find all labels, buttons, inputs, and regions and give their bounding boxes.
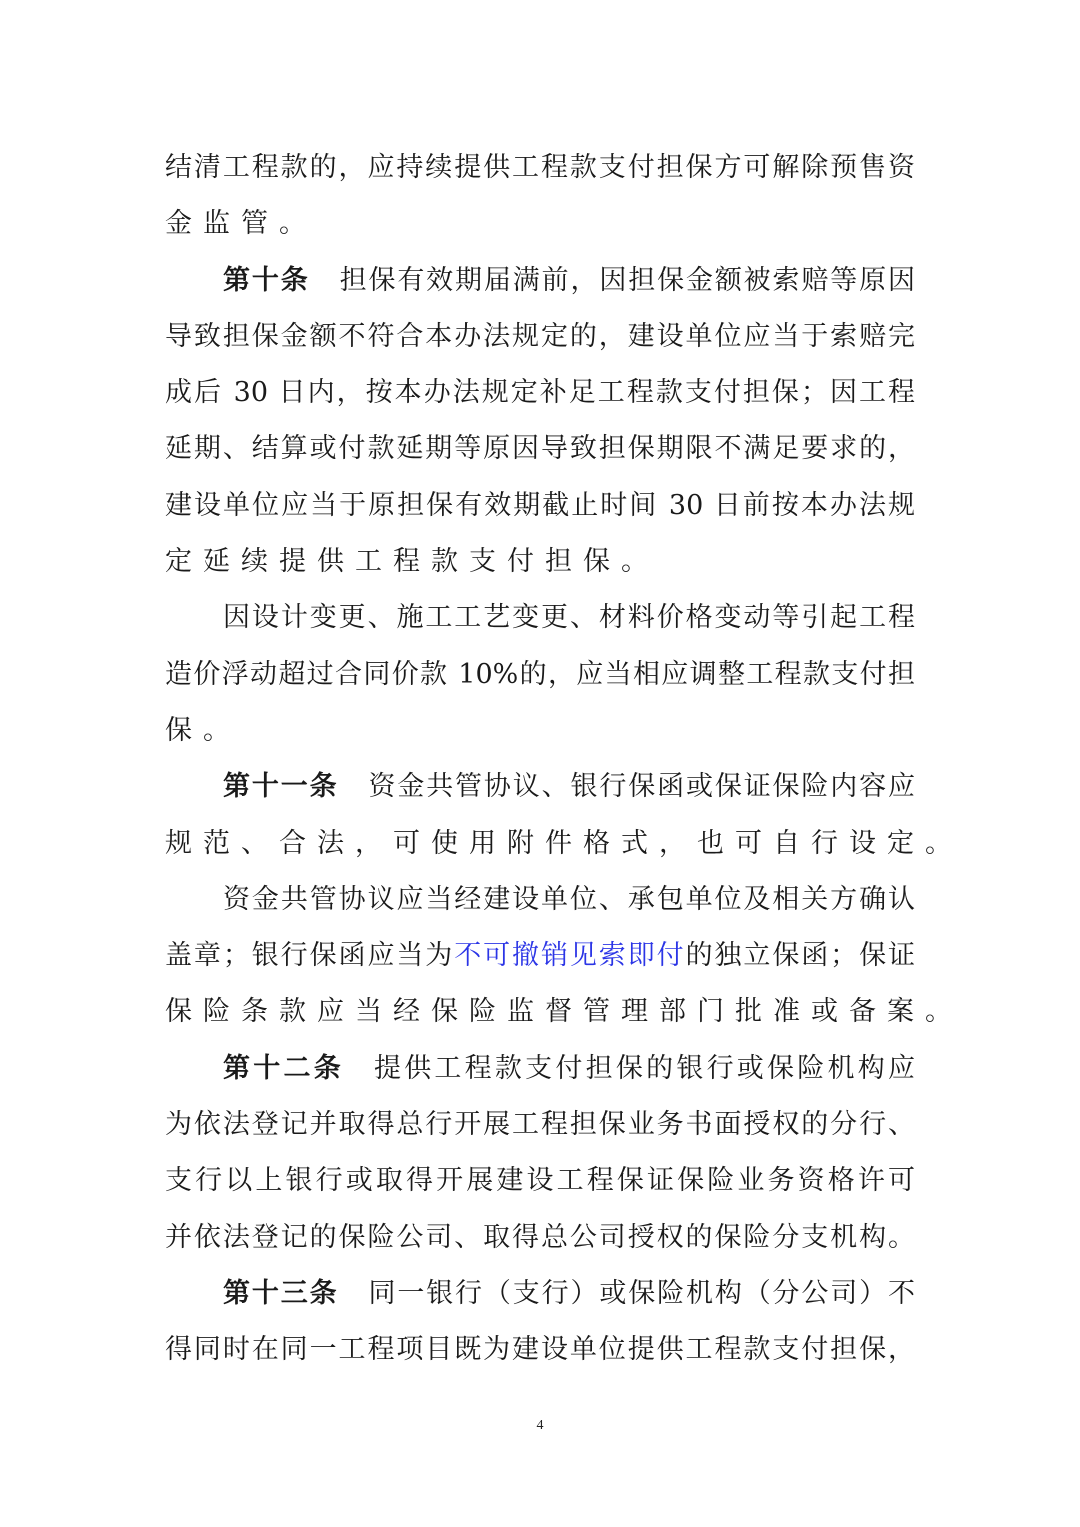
text-line: 导致担保金额不符合本办法规定的，建设单位应当于索赔完 bbox=[165, 320, 915, 352]
text-span: 提供工程款支付担保的银行或保险机构应 bbox=[373, 1052, 915, 1084]
text-line: 保险条款应当经保险监督管理部门批准或备案。 bbox=[165, 996, 963, 1028]
page-number: 4 bbox=[536, 1418, 544, 1433]
article-number: 第十一条 bbox=[223, 771, 339, 803]
text-line: 结清工程款的，应持续提供工程款支付担保方可解除预售资 bbox=[165, 152, 915, 183]
document-body bbox=[165, 140, 963, 1379]
text-line: 保。 bbox=[165, 714, 241, 746]
article-number: 第十三条 bbox=[223, 1277, 339, 1309]
text-line: 得同时在同一工程项目既为建设单位提供工程款支付担保， bbox=[165, 1334, 915, 1366]
text-line-with-link bbox=[165, 928, 915, 984]
text-line: 延期、结算或付款延期等原因导致担保期限不满足要求的， bbox=[165, 433, 915, 465]
text-span: 担保有效期届满前，因担保金额被索赔等原因 bbox=[339, 264, 916, 296]
text-line: 定延续提供工程款支付担保。 bbox=[165, 546, 659, 578]
text-span: 同一银行（支行）或保险机构（分公司）不 bbox=[368, 1277, 916, 1309]
text-line: 造价浮动超过合同价款 10%的，应当相应调整工程款支付担 bbox=[165, 658, 915, 690]
text-line: 因设计变更、施工工艺变更、材料价格变动等引起工程 bbox=[223, 602, 915, 634]
article-12-heading-line bbox=[165, 1041, 915, 1097]
text-line: 金监管。 bbox=[165, 208, 317, 240]
text-line: 支行以上银行或取得开展建设工程保证保险业务资格许可 bbox=[165, 1165, 915, 1197]
text-span: 的独立保函；保证 bbox=[685, 940, 916, 972]
article-13-heading-line bbox=[165, 1266, 915, 1322]
article-11-heading-line bbox=[165, 759, 915, 815]
text-span: 盖章；银行保函应当为 bbox=[165, 940, 455, 972]
article-10-heading-line bbox=[165, 253, 915, 309]
text-line: 成后 30 日内，按本办法规定补足工程款支付担保；因工程 bbox=[165, 377, 915, 409]
highlighted-link-text[interactable]: 不可撤销见索即付 bbox=[454, 940, 686, 972]
text-line: 建设单位应当于原担保有效期截止时间 30 日前按本办法规 bbox=[165, 489, 915, 521]
text-line: 为依法登记并取得总行开展工程担保业务书面授权的分行、 bbox=[165, 1109, 915, 1141]
text-line: 资金共管协议应当经建设单位、承包单位及相关方确认 bbox=[223, 883, 915, 915]
text-span: 资金共管协议、银行保函或保证保险内容应 bbox=[368, 771, 916, 803]
text-line: 并依法登记的保险公司、取得总公司授权的保险分支机构。 bbox=[165, 1221, 915, 1253]
text-line: 规范、合法，可使用附件格式，也可自行设定。 bbox=[165, 827, 963, 859]
article-number: 第十二条 bbox=[223, 1052, 344, 1084]
article-number: 第十条 bbox=[223, 264, 310, 296]
